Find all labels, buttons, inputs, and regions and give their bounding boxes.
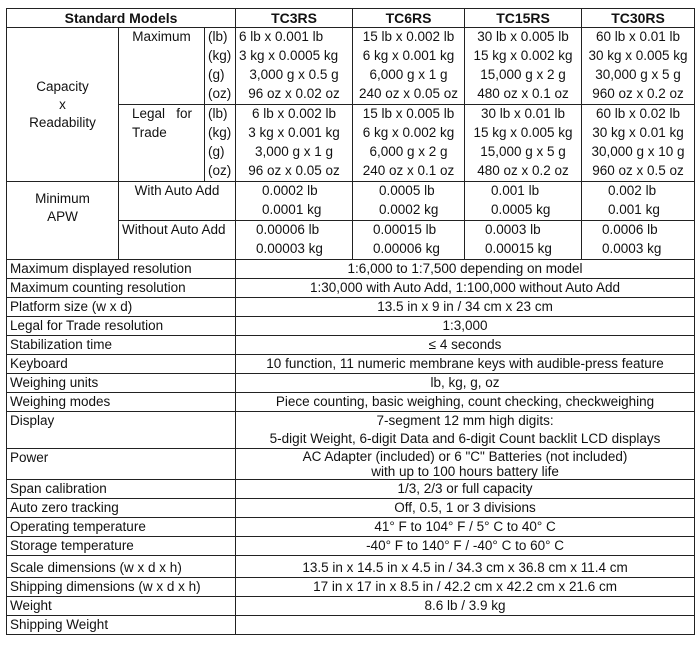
capacity-value: 30 lb x 0.005 lb [477, 29, 569, 44]
spec-label: Maximum displayed resolution [7, 260, 236, 279]
capacity-value: 60 lb x 0.01 lb [596, 29, 681, 44]
spec-row [7, 355, 695, 374]
capacity-value: 3,000 g x 1 g [255, 144, 334, 159]
capacity-value: 15 lb x 0.002 lb [362, 29, 455, 44]
maximum-values-tc6rs [353, 28, 465, 105]
apw-label-line: APW [47, 209, 78, 224]
spec-value: 1:6,000 to 1:7,500 depending on model [236, 260, 695, 279]
capacity-value: 480 oz x 0.2 oz [477, 163, 569, 178]
capacity-value: 6 lb x 0.001 lb [239, 29, 324, 44]
spec-row [7, 298, 695, 317]
apw-value: 0.00015 lb [373, 222, 437, 237]
legal-values-tc15rs [465, 105, 582, 182]
spec-row [7, 317, 695, 336]
spec-label: Maximum counting resolution [7, 279, 236, 298]
spec-label: Auto zero tracking [7, 499, 236, 518]
model-header: TC15RS [465, 9, 582, 28]
spec-label: Span calibration [7, 480, 236, 499]
spec-value [236, 412, 695, 449]
capacity-value: 30 kg x 0.005 kg [588, 48, 688, 63]
unit-label: (g) [208, 67, 225, 82]
capacity-value: 15,000 g x 5 g [480, 144, 566, 159]
unit-label: (kg) [208, 48, 232, 63]
unit-label: (lb) [208, 29, 228, 44]
apw-without-tc3rs [236, 221, 353, 260]
apw-value: 0.0003 lb [485, 222, 541, 237]
apw-label-line: Minimum [35, 191, 90, 206]
spec-value: 1/3, 2/3 or full capacity [236, 480, 695, 499]
spec-value: -40° F to 140° F / -40° C to 60° C [236, 537, 695, 556]
spec-label: Storage temperature [7, 537, 236, 556]
maximum-values-tc15rs [465, 28, 582, 105]
spec-label: Display [7, 412, 236, 449]
capacity-label-line: x [59, 96, 66, 112]
apw-with-auto-add-row [7, 182, 695, 221]
spec-label: Stabilization time [7, 336, 236, 355]
unit-label: (oz) [208, 163, 232, 178]
capacity-value: 240 oz x 0.1 oz [362, 163, 455, 178]
spec-label: Keyboard [7, 355, 236, 374]
apw-value: 0.001 lb [491, 183, 540, 198]
legal-for-trade-label [119, 105, 205, 182]
spec-row [7, 556, 695, 578]
capacity-value: 15 kg x 0.005 kg [473, 125, 573, 140]
apw-with-tc3rs [236, 182, 353, 221]
spec-row [7, 374, 695, 393]
unit-label: (g) [208, 144, 225, 159]
spec-value: 1:30,000 with Auto Add, 1:100,000 without Auto Add [236, 279, 695, 298]
spec-value-line: 7-segment 12 mm high digits: [376, 413, 554, 428]
spec-value: ≤ 4 seconds [236, 336, 695, 355]
capacity-value: 960 oz x 0.5 oz [592, 163, 684, 178]
unit-label: (kg) [208, 125, 232, 140]
unit-label: (lb) [208, 106, 228, 121]
without-auto-add-text: Without Auto Add [122, 222, 226, 237]
spec-row [7, 393, 695, 412]
maximum-label-text: Maximum [132, 29, 191, 44]
without-auto-add-label [119, 221, 236, 260]
spec-value [236, 616, 695, 635]
capacity-value: 96 oz x 0.02 oz [248, 86, 340, 101]
capacity-value: 96 oz x 0.05 oz [248, 163, 340, 178]
capacity-value: 60 lb x 0.02 lb [596, 106, 681, 121]
spec-value-line: with up to 100 hours battery life [371, 464, 559, 479]
spec-value: 10 function, 11 numeric membrane keys with audible-press feature [236, 355, 695, 374]
apw-value: 0.00015 kg [485, 241, 552, 256]
spec-table [6, 8, 695, 635]
legal-label-line: Trade [132, 125, 167, 140]
apw-value: 0.0006 lb [602, 222, 658, 237]
spec-value: 8.6 lb / 3.9 kg [236, 597, 695, 616]
apw-value: 0.0005 lb [379, 183, 435, 198]
spec-label: Legal for Trade resolution [7, 317, 236, 336]
apw-value: 0.001 kg [608, 202, 660, 217]
capacity-maximum-row [7, 28, 695, 105]
capacity-value: 6,000 g x 2 g [369, 144, 448, 159]
spec-label: Weighing modes [7, 393, 236, 412]
standard-models-header: Standard Models [7, 9, 236, 28]
capacity-value: 6,000 g x 1 g [369, 67, 448, 82]
apw-value: 0.002 lb [608, 183, 657, 198]
legal-values-tc6rs [353, 105, 465, 182]
minimum-apw-label [7, 182, 119, 260]
capacity-value: 960 oz x 0.2 oz [592, 86, 684, 101]
spec-row [7, 260, 695, 279]
spec-row [7, 499, 695, 518]
capacity-value: 6 kg x 0.002 kg [362, 125, 455, 140]
apw-value: 0.0002 kg [379, 202, 439, 217]
unit-label: (oz) [208, 86, 232, 101]
spec-value: 13.5 in x 14.5 in x 4.5 in / 34.3 cm x 36.8 cm x 11.4 cm [236, 556, 695, 578]
spec-row [7, 480, 695, 499]
spec-value-line: 5-digit Weight, 6-digit Data and 6-digit Count backlit LCD displays [269, 431, 661, 446]
with-auto-add-label [119, 182, 236, 221]
model-header: TC6RS [353, 9, 465, 28]
capacity-value: 15 kg x 0.002 kg [473, 48, 573, 63]
capacity-readability-label [7, 28, 119, 182]
spec-row [7, 537, 695, 556]
spec-value [236, 449, 695, 480]
spec-label: Shipping dimensions (w x d x h) [7, 578, 236, 597]
capacity-value: 3 kg x 0.0005 kg [239, 48, 339, 63]
legal-values-tc3rs [236, 105, 353, 182]
apw-without-tc30rs [582, 221, 695, 260]
capacity-label-line: Readability [29, 114, 96, 130]
spec-value: 41° F to 104° F / 5° C to 40° C [236, 518, 695, 537]
spec-value-line: AC Adapter (included) or 6 "C" Batteries (not included) [302, 449, 628, 464]
capacity-value: 6 lb x 0.002 lb [252, 106, 337, 121]
spec-row [7, 616, 695, 635]
apw-value: 0.0005 kg [491, 202, 551, 217]
legal-units [205, 105, 236, 182]
spec-row [7, 336, 695, 355]
spec-row [7, 412, 695, 449]
spec-value: Piece counting, basic weighing, count checking, checkweighing [236, 393, 695, 412]
spec-label: Platform size (w x d) [7, 298, 236, 317]
apw-with-tc6rs [353, 182, 465, 221]
spec-label: Operating temperature [7, 518, 236, 537]
apw-with-tc15rs [465, 182, 582, 221]
capacity-value: 6 kg x 0.001 kg [362, 48, 455, 63]
apw-with-tc30rs [582, 182, 695, 221]
spec-label: Weighing units [7, 374, 236, 393]
spec-label: Power [7, 449, 236, 480]
apw-without-tc15rs [465, 221, 582, 260]
model-header: TC30RS [582, 9, 695, 28]
capacity-value: 30,000 g x 5 g [595, 67, 681, 82]
model-header: TC3RS [236, 9, 353, 28]
spec-row [7, 279, 695, 298]
maximum-values-tc30rs [582, 28, 695, 105]
capacity-value: 15,000 g x 2 g [480, 67, 566, 82]
spec-label: Weight [7, 597, 236, 616]
spec-value: 13.5 in x 9 in / 34 cm x 23 cm [236, 298, 695, 317]
capacity-value: 30 lb x 0.01 lb [481, 106, 566, 121]
apw-value: 0.0003 kg [602, 241, 662, 256]
legal-label-line: Legal for [132, 106, 193, 121]
capacity-value: 30,000 g x 10 g [591, 144, 685, 159]
spec-value: Off, 0.5, 1 or 3 divisions [236, 499, 695, 518]
apw-value: 0.00006 lb [256, 222, 320, 237]
with-auto-add-text: With Auto Add [134, 183, 220, 198]
spec-row [7, 449, 695, 480]
apw-value: 0.00003 kg [256, 241, 323, 256]
spec-label: Shipping Weight [7, 616, 236, 635]
spec-value: lb, kg, g, oz [236, 374, 695, 393]
legal-values-tc30rs [582, 105, 695, 182]
capacity-value: 3,000 g x 0.5 g [249, 67, 339, 82]
spec-row [7, 578, 695, 597]
capacity-value: 480 oz x 0.1 oz [477, 86, 569, 101]
header-row [7, 9, 695, 28]
capacity-value: 15 lb x 0.005 lb [362, 106, 455, 121]
apw-value: 0.0001 kg [262, 202, 322, 217]
apw-value: 0.00006 kg [373, 241, 440, 256]
spec-label: Scale dimensions (w x d x h) [7, 556, 236, 578]
capacity-label-line: Capacity [36, 78, 89, 94]
capacity-value: 3 kg x 0.001 kg [248, 125, 340, 140]
capacity-value: 30 kg x 0.01 kg [592, 125, 684, 140]
apw-without-tc6rs [353, 221, 465, 260]
spec-row [7, 597, 695, 616]
spec-value: 17 in x 17 in x 8.5 in / 42.2 cm x 42.2 cm x 21.6 cm [236, 578, 695, 597]
maximum-values-tc3rs [236, 28, 353, 105]
spec-row [7, 518, 695, 537]
maximum-units [205, 28, 236, 105]
apw-value: 0.0002 lb [262, 183, 318, 198]
capacity-value: 240 oz x 0.05 oz [358, 86, 459, 101]
maximum-label [119, 28, 205, 105]
spec-value: 1:3,000 [236, 317, 695, 336]
